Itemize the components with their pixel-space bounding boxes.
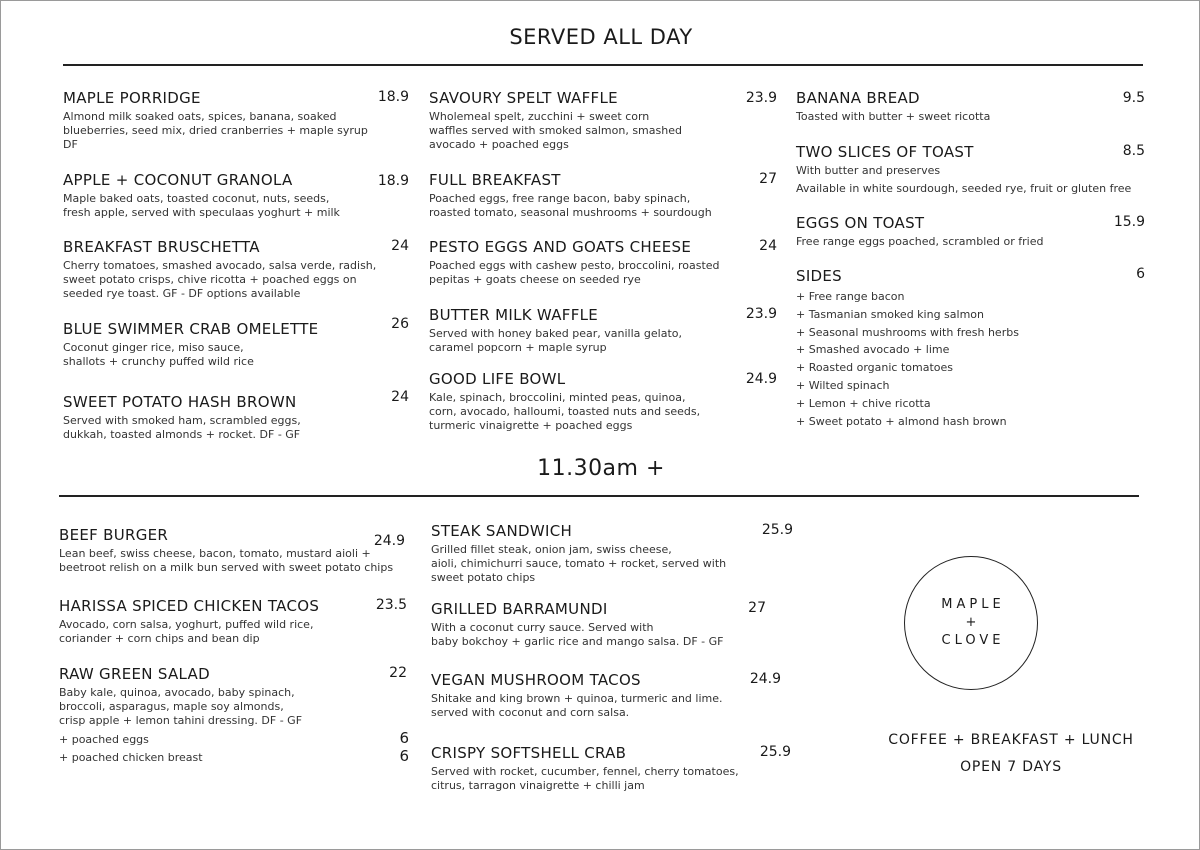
logo-line: CLOVE — [941, 633, 1005, 648]
item-price: 24 — [391, 238, 409, 254]
item-description: With butter and preserves Available in white sourdough, seeded rye, fruit or gluten free — [796, 164, 1132, 195]
item-description: Baby kale, quinoa, avocado, baby spinach, broccoli, asparagus, maple soy almonds, crisp apple + lemon tahini dressing. DF - GF — [59, 686, 303, 727]
item-price: 25.9 — [761, 522, 793, 538]
menu-item — [431, 744, 739, 793]
item-price: 24.9 — [373, 533, 405, 549]
menu-item — [63, 238, 376, 301]
item-name: FULL BREAKFAST — [429, 171, 561, 189]
menu-item — [431, 600, 724, 649]
salad-extra: + poached chicken breast — [59, 751, 203, 764]
item-name: STEAK SANDWICH — [431, 522, 573, 540]
salad-extra: + poached eggs — [59, 733, 149, 746]
item-description: Coconut ginger rice, miso sauce, shallots + crunchy puffed wild rice — [63, 341, 254, 368]
list-item: + Free range bacon — [796, 290, 905, 303]
menu-item — [429, 171, 712, 220]
item-name: VEGAN MUSHROOM TACOS — [431, 671, 641, 689]
item-description: Almond milk soaked oats, spices, banana, soaked blueberries, seed mix, dried cranberries + maple syrup DF — [63, 110, 368, 151]
item-name: HARISSA SPICED CHICKEN TACOS — [59, 597, 320, 615]
item-description: Served with honey baked pear, vanilla gelato, caramel popcorn + maple syrup — [429, 327, 682, 354]
menu-item — [429, 306, 682, 355]
item-price: 23.9 — [745, 90, 777, 106]
item-price: 27 — [748, 600, 766, 616]
menu-item — [796, 214, 1044, 249]
list-item: + Sweet potato + almond hash brown — [796, 414, 1007, 428]
menu-item — [63, 89, 368, 152]
item-description: Served with smoked ham, scrambled eggs, dukkah, toasted almonds + rocket. DF - GF — [63, 414, 301, 441]
item-description: Wholemeal spelt, zucchini + sweet corn waffles served with smoked salmon, smashed avocado + poached eggs — [429, 110, 682, 151]
heading-served-all-day: SERVED ALL DAY — [509, 25, 693, 49]
item-name: CRISPY SOFTSHELL CRAB — [431, 744, 627, 762]
item-description: With a coconut curry sauce. Served with baby bokchoy + garlic rice and mango salsa. DF - GF — [431, 621, 724, 648]
item-description: Cherry tomatoes, smashed avocado, salsa verde, radish, sweet potato crisps, chive ricotta + poached eggs on seeded rye toast. GF - DF options available — [63, 259, 377, 300]
list-item: + Seasonal mushrooms with fresh herbs — [796, 325, 1019, 339]
item-description: Shitake and king brown + quinoa, turmeric and lime. served with coconut and corn salsa. — [431, 692, 723, 719]
item-price: 22 — [389, 665, 407, 681]
item-name: TWO SLICES OF TOAST — [796, 143, 974, 161]
item-price: 24.9 — [745, 371, 777, 387]
item-description: Grilled fillet steak, onion jam, swiss cheese, aioli, chimichurri sauce, tomato + rocket, served with sweet potato chips — [431, 543, 727, 584]
logo-line: MAPLE — [941, 597, 1005, 612]
item-name: BEEF BURGER — [59, 526, 169, 544]
item-name: SWEET POTATO HASH BROWN — [63, 393, 297, 411]
item-name: MAPLE PORRIDGE — [63, 89, 201, 107]
item-name: GOOD LIFE BOWL — [429, 370, 566, 388]
brand-logo — [904, 556, 1038, 690]
list-item: + Wilted spinach — [796, 378, 890, 392]
item-name: EGGS ON TOAST — [796, 214, 925, 232]
item-description: Maple baked oats, toasted coconut, nuts, seeds, fresh apple, served with speculaas yoghurt + milk — [63, 192, 340, 219]
item-price: 26 — [391, 316, 409, 332]
item-price: 8.5 — [1122, 143, 1145, 159]
menu-item — [63, 171, 340, 220]
item-name: SAVOURY SPELT WAFFLE — [429, 89, 618, 107]
top-divider — [63, 64, 1143, 66]
item-price: 27 — [759, 171, 777, 187]
item-description: Lean beef, swiss cheese, bacon, tomato, mustard aioli + beetroot relish on a milk bun served with sweet potato chips — [59, 547, 394, 574]
item-name: APPLE + COCONUT GRANOLA — [63, 171, 293, 189]
menu-item — [59, 526, 393, 575]
salad-extra-price: 6 — [399, 729, 409, 747]
salad-extra-price: 6 — [399, 747, 409, 765]
item-name: BREAKFAST BRUSCHETTA — [63, 238, 260, 256]
menu-item — [431, 522, 726, 585]
item-description: Avocado, corn salsa, yoghurt, puffed wild rice, coriander + corn chips and bean dip — [59, 618, 314, 645]
item-name: BLUE SWIMMER CRAB OMELETTE — [63, 320, 319, 338]
item-price: 18.9 — [377, 89, 409, 105]
item-name: GRILLED BARRAMUNDI — [431, 600, 608, 618]
logo-line: + — [965, 615, 981, 630]
item-description: Poached eggs, free range bacon, baby spinach, roasted tomato, seasonal mushrooms + sourdough — [429, 192, 712, 219]
menu-item-sides — [796, 267, 842, 285]
sides-list — [796, 288, 1019, 430]
item-description: Free range eggs poached, scrambled or fried — [796, 235, 1044, 248]
heading-lunch-time: 11.30am + — [537, 456, 665, 481]
list-item: + Roasted organic tomatoes — [796, 361, 954, 375]
item-name: SIDES — [796, 267, 842, 285]
lunch-divider — [59, 495, 1139, 497]
item-price: 18.9 — [377, 173, 409, 189]
menu-item — [796, 143, 1131, 196]
menu-item — [429, 89, 682, 152]
list-item: + Smashed avocado + lime — [796, 343, 950, 357]
item-price: 23.9 — [745, 306, 777, 322]
item-description: Toasted with butter + sweet ricotta — [796, 110, 991, 123]
item-price: 24.9 — [749, 671, 781, 687]
item-name: RAW GREEN SALAD — [59, 665, 210, 683]
item-price: 6 — [1136, 266, 1145, 282]
menu-item — [59, 597, 319, 646]
menu-item — [429, 370, 700, 433]
item-price: 24 — [391, 389, 409, 405]
item-name: BUTTER MILK WAFFLE — [429, 306, 599, 324]
item-name: PESTO EGGS AND GOATS CHEESE — [429, 238, 692, 256]
item-price: 23.5 — [375, 597, 407, 613]
item-description: Poached eggs with cashew pesto, broccolini, roasted pepitas + goats cheese on seeded rye — [429, 259, 720, 286]
opening-days: OPEN 7 DAYS — [960, 759, 1062, 775]
menu-item — [796, 89, 990, 124]
item-description: Served with rocket, cucumber, fennel, cherry tomatoes, citrus, tarragon vinaigrette + chilli jam — [431, 765, 739, 792]
list-item: + Lemon + chive ricotta — [796, 396, 931, 410]
menu-item — [63, 393, 301, 442]
item-description: Kale, spinach, broccolini, minted peas, quinoa, corn, avocado, halloumi, toasted nuts and seeds, turmeric vinaigrette + poached eggs — [429, 391, 701, 432]
menu-item — [63, 320, 318, 369]
item-price: 15.9 — [1113, 214, 1145, 230]
menu-item — [59, 665, 302, 728]
item-price: 24 — [759, 238, 777, 254]
menu-item — [429, 238, 720, 287]
item-name: BANANA BREAD — [796, 89, 920, 107]
item-price: 25.9 — [759, 744, 791, 760]
brand-tagline: COFFEE + BREAKFAST + LUNCH — [888, 732, 1134, 748]
item-price: 9.5 — [1122, 90, 1145, 106]
list-item: + Tasmanian smoked king salmon — [796, 307, 984, 321]
menu-item — [431, 671, 723, 720]
